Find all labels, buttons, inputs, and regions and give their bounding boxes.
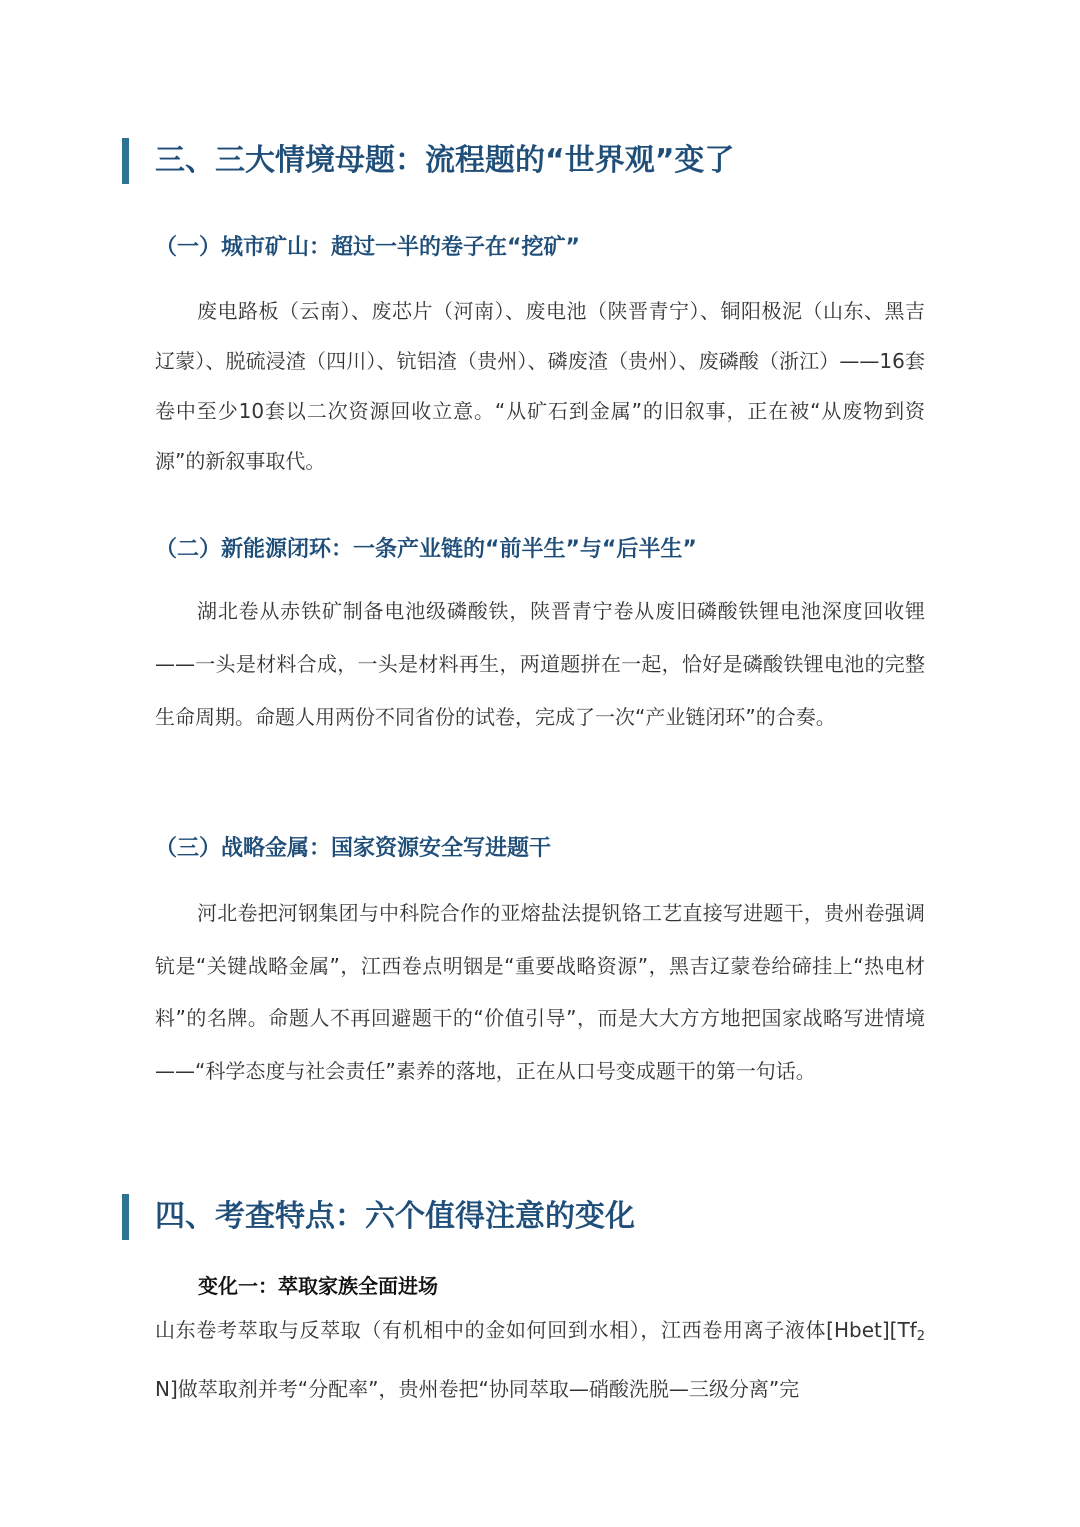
subsection-title: （一）城市矿山：超过一半的卷子在“挖矿” [155, 235, 580, 260]
paragraph: 湖北卷从赤铁矿制备电池级磷酸铁，陕晋青宁卷从废旧磷酸铁锂电池深度回收锂——一头是材料合成，一头是材料再生，两道题拼在一起，恰好是磷酸铁锂电池的完整生命周期。命题人用两份不同省份的试卷，完成了一次“产业链闭环”的合奏。 [155, 599, 925, 729]
section-title: 四、考查特点：六个值得注意的变化 [155, 1199, 635, 1234]
section-heading-bar [122, 138, 129, 184]
paragraph: 废电路板（云南）、废芯片（河南）、废电池（陕晋青宁）、铜阳极泥（山东、黑吉辽蒙）、脱硫浸渣（四川）、钪铝渣（贵州）、磷废渣（贵州）、废磷酸（浙江）——16套卷中至少10套以二次资源回收立意。“从矿石到金属”的旧叙事，正在被“从废物到资源”的新叙事取代。 [155, 299, 925, 473]
change-title: 变化一：萃取家族全面进场 [198, 1274, 438, 1298]
subsection-title: （三）战略金属：国家资源安全写进题干 [155, 836, 552, 861]
section-heading [122, 136, 942, 186]
paragraph-text: N]做萃取剂并考“分配率”，贵州卷把“协同萃取—硝酸洗脱—三级分离”完 [155, 1377, 800, 1401]
paragraph [155, 1304, 925, 1415]
paragraph-text: 山东卷考萃取与反萃取（有机相中的金如何回到水相），江西卷用离子液体[Hbet][Tf [155, 1318, 917, 1342]
section-heading [122, 1192, 942, 1242]
subsection-title: （二）新能源闭环：一条产业链的“前半生”与“后半生” [155, 537, 697, 562]
section-heading-bar [122, 1194, 129, 1240]
paragraph: 河北卷把河钢集团与中科院合作的亚熔盐法提钒铬工艺直接写进题干，贵州卷强调钪是“关键战略金属”，江西卷点明铟是“重要战略资源”，黑吉辽蒙卷给碲挂上“热电材料”的名牌。命题人不再回避题干的“价值引导”，而是大大方方地把国家战略写进情境——“科学态度与社会责任”素养的落地，正在从口号变成题干的第一句话。 [155, 901, 925, 1083]
subscript: 2 [916, 1329, 925, 1344]
section-title: 三、三大情境母题：流程题的“世界观”变了 [155, 143, 735, 178]
